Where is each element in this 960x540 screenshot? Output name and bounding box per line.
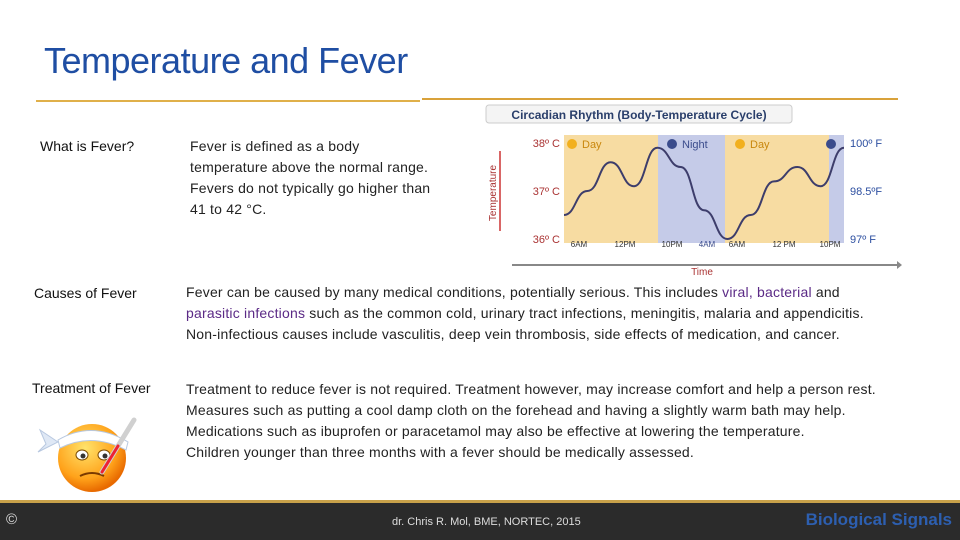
highlight-viral: viral, <box>722 284 753 300</box>
moon-icon <box>826 139 836 149</box>
highlight-bacterial: bacterial <box>757 284 812 300</box>
treatment-paragraph: Treatment to reduce fever is not required. Treatment however, may increase comfort and help a person rest. Measures such as putting a cool damp cloth on the forehead and having a slightly warm bath may help. Medications such as ibuprofen or paracetamol may also be effective at lowering the temperature. <box>186 381 876 439</box>
footer-bar <box>0 500 960 540</box>
footer-credit: dr. Chris R. Mol, BME, NORTEC, 2015 <box>392 516 581 528</box>
causes-label: Causes of Fever <box>34 285 137 301</box>
period-label: Night <box>682 139 708 151</box>
y-tick-left: 38º C <box>532 138 560 150</box>
period-label: Day <box>582 139 602 151</box>
y-axis-label: Temperature <box>488 164 499 222</box>
y-tick-right: 98.5ºF <box>850 186 883 198</box>
sun-icon <box>567 139 577 149</box>
treatment-text <box>186 379 912 463</box>
band-day-0 <box>564 135 658 243</box>
x-tick: 6AM <box>570 240 588 249</box>
x-tick: 4AM <box>698 240 716 249</box>
treatment-note: Children younger than three months with a fever should be medically assessed. <box>186 444 695 460</box>
fever-label: What is Fever? <box>40 138 135 154</box>
x-axis-arrowhead <box>897 261 902 269</box>
circadian-chart <box>482 103 902 275</box>
y-tick-left: 36º C <box>532 234 560 246</box>
causes-text-part: Fever can be caused by many medical conditions, potentially serious. This includes <box>186 284 723 300</box>
y-tick-right: 100º F <box>850 138 883 150</box>
x-tick: 10PM <box>661 240 683 249</box>
footer-brand: Biological Signals <box>805 510 952 529</box>
chart-divider <box>422 98 898 100</box>
fever-text: Fever is defined as a body temperature above the normal range. Fevers do not typically go higher than 41 to 42 °C. <box>190 138 431 217</box>
band-night-3 <box>829 135 844 243</box>
y-tick-right: 97º F <box>850 234 877 246</box>
page-title: Temperature and Fever <box>44 40 408 81</box>
period-label: Day <box>750 139 770 151</box>
highlight-parasitic: parasitic infections <box>186 305 306 321</box>
x-axis-label: Time <box>691 267 713 275</box>
causes-text <box>186 282 886 345</box>
footer-stripe <box>0 500 960 503</box>
causes-text-and: and <box>811 284 840 300</box>
causes-text-rest: such as the common cold, urinary tract infections, meningitis, malaria and appendicitis. Non-infectious causes include vasculitis, deep vein thrombosis, side effects of medication, and cancer. <box>186 305 864 342</box>
x-tick: 10PM <box>819 240 841 249</box>
band-day-2 <box>725 135 829 243</box>
sun-icon <box>735 139 745 149</box>
moon-icon <box>667 139 677 149</box>
copyright-symbol: © <box>6 511 18 528</box>
chart-title: Circadian Rhythm (Body-Temperature Cycle) <box>511 108 767 122</box>
fever-face-icon <box>34 408 146 494</box>
x-tick: 12 PM <box>772 240 796 249</box>
treatment-label: Treatment of Fever <box>32 380 151 396</box>
y-tick-left: 37º C <box>532 186 560 198</box>
x-tick: 6AM <box>728 240 746 249</box>
title-underline <box>36 100 420 102</box>
x-tick: 12PM <box>614 240 636 249</box>
